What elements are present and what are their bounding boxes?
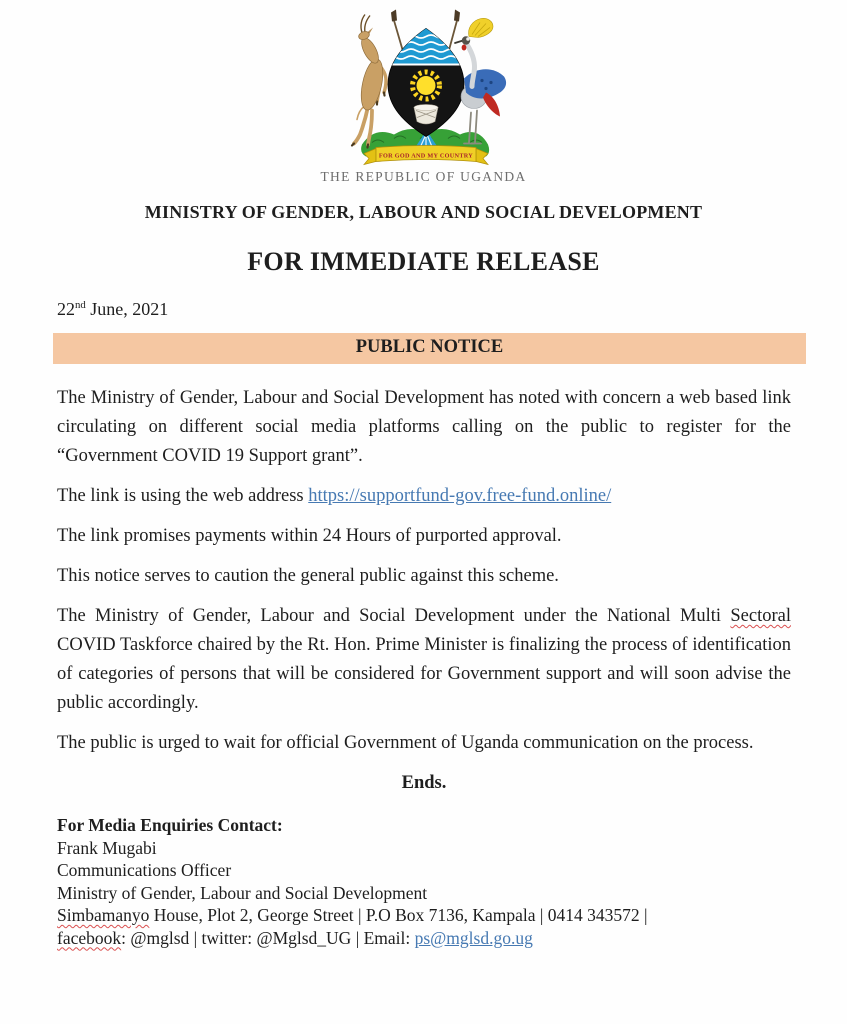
spellcheck-word-simbamanyo: Simbamanyo	[57, 905, 150, 925]
paragraph-concern: The Ministry of Gender, Labour and Social Development has noted with concern a web based link circulating on different social media platforms calling on the public to register for the “Government COVID 19 Support grant”.	[57, 388, 791, 466]
paragraph-wait: The public is urged to wait for official Government of Uganda communication on the process.	[57, 733, 754, 753]
contact-heading: For Media Enquiries Contact:	[57, 815, 283, 835]
paragraph-web-address	[57, 482, 791, 511]
date-ordinal: nd	[75, 299, 86, 311]
date-day: 22	[57, 299, 75, 319]
taskforce-text-2: COVID Taskforce chaired by the Rt. Hon. Prime Minister is finalizing the process of identification of categories of persons that will be considered for Government support and will soon advise the public accordingly.	[57, 635, 791, 713]
banner-motto: FOR GOD AND MY COUNTRY	[378, 152, 473, 160]
paragraph-taskforce	[57, 602, 791, 718]
public-notice-banner	[53, 333, 806, 364]
contact-address	[57, 904, 791, 927]
email-link[interactable]: ps@mglsd.go.ug	[414, 927, 533, 948]
ends-label: Ends.	[401, 773, 447, 793]
sun-disc	[416, 76, 435, 95]
spellcheck-word-facebook: facebook	[57, 927, 122, 948]
banner-ribbon	[364, 146, 488, 165]
contact-social	[57, 927, 791, 950]
contact-org: Ministry of Gender, Labour and Social Development	[57, 882, 428, 903]
kob-figure	[352, 15, 387, 148]
notice-body	[57, 384, 791, 798]
masthead	[0, 0, 847, 277]
date-line	[57, 299, 791, 320]
emblem-caption: THE REPUBLIC OF UGANDA	[320, 169, 527, 184]
paragraph-caution: This notice serves to caution the general public against this scheme.	[57, 566, 559, 586]
contact-social-rest: : @mglsd | twitter: @Mglsd_UG | Email:	[121, 927, 415, 948]
spellcheck-word-sectoral: Sectoral	[730, 606, 791, 626]
public-notice-label: PUBLIC NOTICE	[355, 337, 504, 357]
uganda-coat-of-arms-icon	[336, 6, 512, 167]
release-heading: FOR IMMEDIATE RELEASE	[247, 247, 600, 276]
media-contact-block	[57, 814, 791, 949]
contact-role: Communications Officer	[57, 860, 232, 880]
paragraph-promise: The link promises payments within 24 Hours of purported approval.	[57, 526, 562, 546]
ministry-title: MINISTRY OF GENDER, LABOUR AND SOCIAL DEVELOPMENT	[144, 202, 703, 222]
date-rest: June, 2021	[85, 299, 169, 319]
drum	[414, 105, 438, 125]
taskforce-text-1: The Ministry of Gender, Labour and Social Development under the National Multi	[57, 606, 731, 626]
contact-name: Frank Mugabi	[57, 837, 157, 858]
web-address-prefix: The link is using the web address	[57, 486, 309, 506]
contact-address-rest: House, Plot 2, George Street | P.O Box 7136, Kampala | 0414 343572 |	[149, 905, 648, 925]
scam-url-link[interactable]: https://supportfund-gov.free-fund.online/	[308, 486, 612, 506]
